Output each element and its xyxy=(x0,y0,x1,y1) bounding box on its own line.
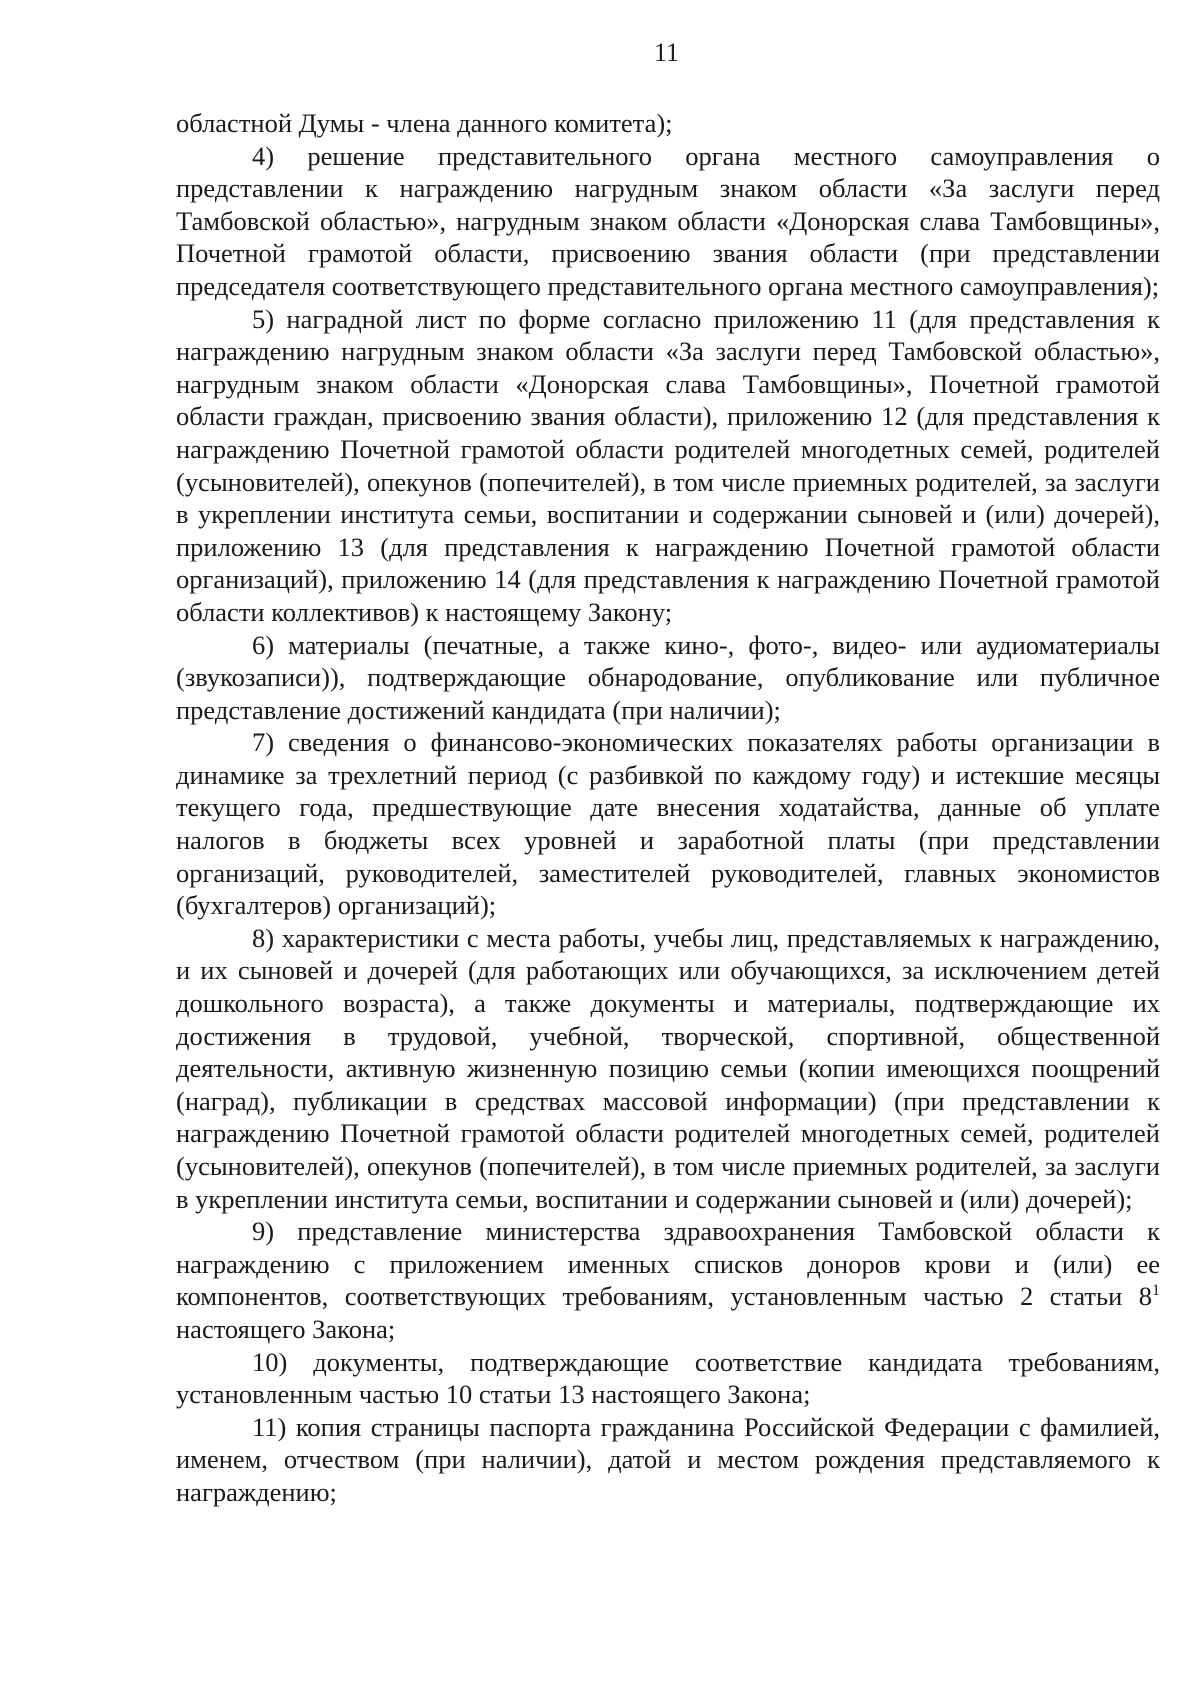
paragraph-item-9 xyxy=(176,1215,1160,1345)
paragraph-item-4: 4) решение представительного органа местного самоуправления о представлении к награждению нагрудным знаком области «За заслуги перед Тамбовской областью», нагрудным знаком области «Донорская слава Тамбовщины», Почетной грамотой области, присвоению звания области (при представлении председателя соответствующего представительного органа местного самоуправления); xyxy=(176,140,1160,301)
paragraph-item-9-text: 9) представление министерства здравоохранения Тамбовской области к награждению с приложением именных списков доноров крови и (или) ее компонентов, соответствующих требованиям, установленным частью 2 статьи 8 xyxy=(176,1216,1160,1312)
paragraph-item-5: 5) наградной лист по форме согласно приложению 11 (для представления к награждению нагрудным знаком области «За заслуги перед Тамбовской областью», нагрудным знаком области «Донорская слава Тамбовщины», Почетной грамотой области граждан, присвоению звания области), приложению 12 (для представления к награждению Почетной грамотой области родителей многодетных семей, родителей (усыновителей), опекунов (попечителей), в том числе приемных родителей, за заслуги в укреплении института семьи, воспитании и содержании сыновей и (или) дочерей), приложению 13 (для представления к награждению Почетной грамотой области организаций), приложению 14 (для представления к награждению Почетной грамотой области коллективов) к настоящему Закону; xyxy=(176,303,1160,627)
document-body xyxy=(176,107,1160,1509)
page-number: 11 xyxy=(653,38,680,67)
paragraph-item-6: 6) материалы (печатные, а также кино-, фото-, видео- или аудиоматериалы (звукозаписи)), подтверждающие обнародование, опубликование или публичное представление достижений кандидата (при наличии); xyxy=(176,629,1160,725)
paragraph-item-10: 10) документы, подтверждающие соответствие кандидата требованиям, установленным частью 10 статьи 13 настоящего Закона; xyxy=(176,1346,1160,1410)
paragraph-item-7: 7) сведения о финансово-экономических показателях работы организации в динамике за трехлетний период (с разбивкой по каждому году) и истекшие месяцы текущего года, предшествующие дате внесения ходатайства, данные об уплате налогов в бюджеты всех уровней и заработной платы (при представлении организаций, руководителей, заместителей руководителей, главных экономистов (бухгалтеров) организаций); xyxy=(176,727,1160,921)
paragraph-item-8: 8) характеристики с места работы, учебы лиц, представляемых к награждению, и их сыновей и дочерей (для работающих или обучающихся, за исключением детей дошкольного возраста), а также документы и материалы, подтверждающие их достижения в трудовой, учебной, творческой, спортивной, общественной деятельности, активную жизненную позицию семьи (копии имеющихся поощрений (наград), публикации в средствах массовой информации) (при представлении к награждению Почетной грамотой области родителей многодетных семей, родителей (усыновителей), опекунов (попечителей), в том числе приемных родителей, за заслуги в укреплении института семьи, воспитании и содержании сыновей и (или) дочерей); xyxy=(176,922,1160,1214)
superscript-mark: 1 xyxy=(1152,1282,1160,1300)
paragraph-continuation: областной Думы - члена данного комитета); xyxy=(176,108,673,138)
paragraph-item-9-tail: настоящего Закона; xyxy=(176,1313,396,1344)
paragraph-item-11: 11) копия страницы паспорта гражданина Российской Федерации с фамилией, именем, отчеством (при наличии), датой и местом рождения представляемого к награждению; xyxy=(176,1411,1160,1507)
